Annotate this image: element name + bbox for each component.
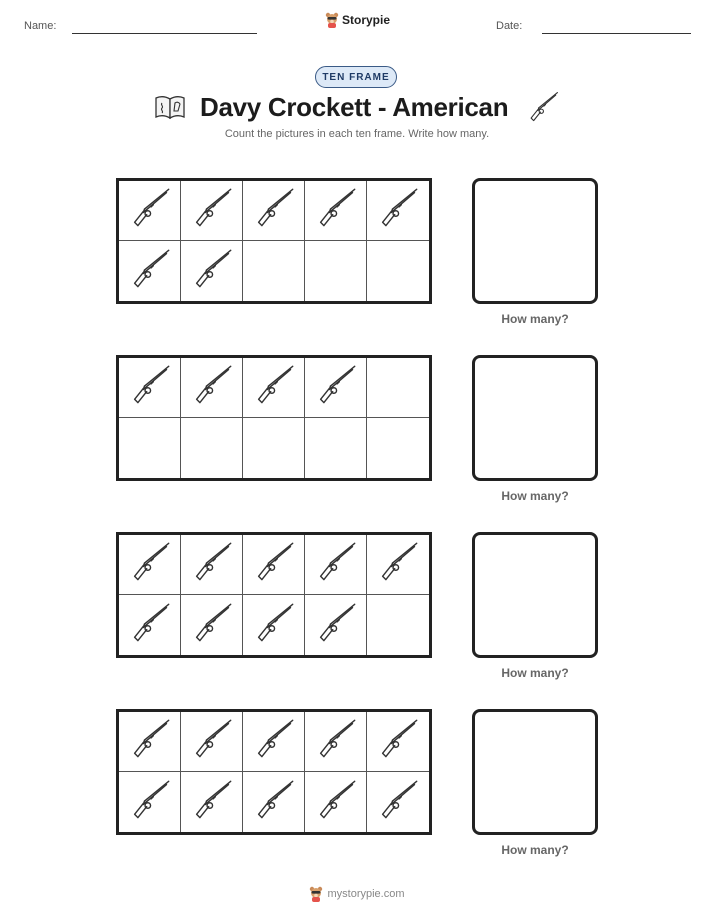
rifle-icon [252, 601, 296, 650]
rifle-icon [190, 363, 234, 412]
book-icon [154, 94, 186, 120]
answer-box[interactable] [472, 178, 598, 304]
date-line [542, 33, 691, 34]
ten-frame-cell [243, 595, 305, 655]
rifle-icon [128, 247, 172, 296]
brand-logo [325, 12, 390, 28]
bear-mascot-icon [309, 886, 323, 902]
ten-frame-cell [367, 535, 429, 595]
how-many-label: How many? [501, 843, 569, 857]
footer-url: mystorypie.com [327, 888, 405, 900]
rifle-icon [128, 601, 172, 650]
ten-frame-cell [181, 418, 243, 478]
ten-frame-cell [243, 418, 305, 478]
rifle-icon [128, 540, 172, 589]
ten-frame-cell [119, 595, 181, 655]
ten-frame-cell [367, 358, 429, 418]
rifle-icon [314, 778, 358, 827]
ten-frame-cell [181, 595, 243, 655]
ten-frame-cell [367, 418, 429, 478]
how-many-label: How many? [501, 666, 569, 680]
ten-frame-cell [119, 358, 181, 418]
ten-frame-cell [243, 772, 305, 832]
ten-frame-cell [181, 772, 243, 832]
worksheet-type-badge: TEN FRAME [315, 66, 397, 88]
rifle-icon [128, 363, 172, 412]
rifle-icon [128, 778, 172, 827]
rifle-icon [252, 778, 296, 827]
rifle-icon [252, 717, 296, 766]
rifle-icon [376, 778, 420, 827]
ten-frame-cell [243, 241, 305, 301]
answer-box[interactable] [472, 709, 598, 835]
ten-frame-cell [305, 535, 367, 595]
answer-box[interactable] [472, 532, 598, 658]
rifle-icon [252, 186, 296, 235]
ten-frame-cell [367, 712, 429, 772]
ten-frame-cell [367, 181, 429, 241]
how-many-label: How many? [501, 312, 569, 326]
ten-frame-cell [305, 181, 367, 241]
ten-frame-cell [243, 181, 305, 241]
rifle-icon [314, 540, 358, 589]
ten-frame-cell [119, 535, 181, 595]
rifle-icon [314, 717, 358, 766]
rifle-icon [252, 363, 296, 412]
ten-frame-cell [243, 712, 305, 772]
rifle-icon [314, 601, 358, 650]
name-label: Name: [24, 20, 57, 32]
ten-frame-cell [181, 358, 243, 418]
ten-frame-cell [181, 241, 243, 301]
rifle-icon [128, 717, 172, 766]
ten-frame-cell [119, 418, 181, 478]
rifle-icon [252, 540, 296, 589]
how-many-label: How many? [501, 489, 569, 503]
name-line [72, 33, 257, 34]
rifle-icon [314, 186, 358, 235]
worksheet-header [0, 0, 714, 50]
rifle-icon [314, 363, 358, 412]
rifle-icon [376, 186, 420, 235]
ten-frame-cell [181, 181, 243, 241]
bear-mascot-icon [325, 12, 339, 28]
ten-frame-cell [367, 595, 429, 655]
ten-frame-cell [181, 712, 243, 772]
ten-frame-cell [119, 241, 181, 301]
date-label: Date: [496, 20, 523, 32]
ten-frame-cell [305, 358, 367, 418]
ten-frame-cell [181, 535, 243, 595]
ten-frame-cell [367, 241, 429, 301]
ten-frame-cell [305, 772, 367, 832]
ten-frame [116, 532, 432, 658]
brand-name: Storypie [342, 13, 391, 27]
rifle-icon [190, 601, 234, 650]
rifle-icon [526, 90, 560, 124]
title-row [0, 90, 714, 128]
ten-frame-cell [305, 595, 367, 655]
page-title: Davy Crockett - American [200, 92, 509, 122]
rifle-icon [128, 186, 172, 235]
ten-frame-cell [305, 712, 367, 772]
ten-frame-cell [119, 712, 181, 772]
instructions: Count the pictures in each ten frame. Write how many. [224, 128, 490, 140]
ten-frame-cell [305, 418, 367, 478]
rifle-icon [376, 540, 420, 589]
rifle-icon [190, 186, 234, 235]
rifle-icon [376, 717, 420, 766]
ten-frame-cell [119, 772, 181, 832]
ten-frame-cell [243, 358, 305, 418]
footer [0, 886, 714, 902]
ten-frame-cell [243, 535, 305, 595]
ten-frame-cell [305, 241, 367, 301]
rifle-icon [190, 247, 234, 296]
answer-box[interactable] [472, 355, 598, 481]
ten-frame-cell [367, 772, 429, 832]
rifle-icon [190, 717, 234, 766]
ten-frame [116, 355, 432, 481]
ten-frame [116, 709, 432, 835]
ten-frame [116, 178, 432, 304]
rifle-icon [190, 540, 234, 589]
ten-frame-cell [119, 181, 181, 241]
rifle-icon [190, 778, 234, 827]
